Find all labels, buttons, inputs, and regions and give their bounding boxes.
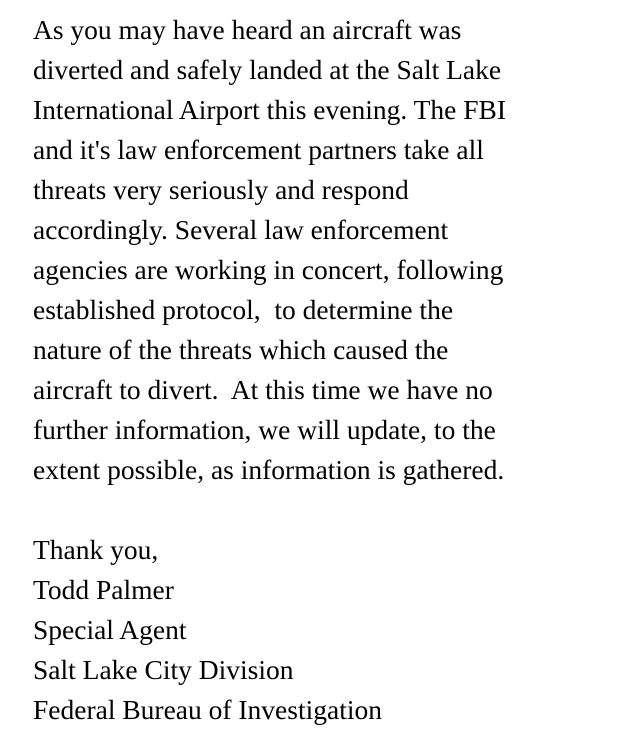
signature-agency: Federal Bureau of Investigation [33, 694, 382, 725]
signature-title: Special Agent [33, 614, 187, 645]
statement-line: extent possible, as information is gathered. [33, 454, 505, 485]
statement-line: and it's law enforcement partners take all [33, 134, 484, 165]
signature-closing: Thank you, [33, 534, 159, 565]
signature-block [33, 530, 633, 730]
statement-line: accordingly. Several law enforcement [33, 214, 449, 245]
signature-name: Todd Palmer [33, 574, 174, 605]
statement-line: established protocol, to determine the [33, 294, 454, 325]
statement-line: aircraft to divert. At this time we have no [33, 374, 493, 405]
statement-body [33, 10, 633, 490]
statement-line: International Airport this evening. The FBI [33, 94, 507, 125]
statement-line: diverted and safely landed at the Salt Lake [33, 54, 502, 85]
statement-line: further information, we will update, to the [33, 414, 496, 445]
statement-line: threats very seriously and respond [33, 174, 409, 205]
statement-line: As you may have heard an aircraft was [33, 14, 462, 45]
statement-line: nature of the threats which caused the [33, 334, 449, 365]
signature-division: Salt Lake City Division [33, 654, 294, 685]
statement-line: agencies are working in concert, following [33, 254, 504, 285]
